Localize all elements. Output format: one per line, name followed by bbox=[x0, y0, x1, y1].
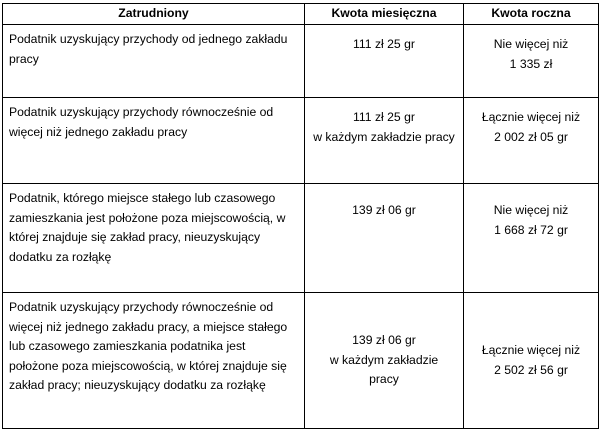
header-row bbox=[3, 4, 599, 25]
annual-qualifier: Nie więcej niż bbox=[493, 37, 569, 51]
annual-value: 2 502 zł 56 gr bbox=[494, 362, 568, 377]
header-employee: Zatrudniony bbox=[3, 4, 305, 25]
annual-cell bbox=[464, 293, 599, 429]
annual-cell bbox=[464, 25, 599, 98]
monthly-note: w każdym zakładzie bbox=[329, 352, 439, 367]
monthly-cell bbox=[305, 25, 464, 98]
monthly-value: 139 zł 06 gr bbox=[352, 333, 416, 348]
table-row bbox=[3, 184, 599, 293]
employee-cell: Podatnik uzyskujący przychody od jednego zakładu pracy bbox=[3, 25, 305, 98]
tax-cost-table bbox=[2, 3, 599, 429]
annual-cell bbox=[464, 98, 599, 184]
monthly-cell bbox=[305, 184, 464, 293]
employee-cell: Podatnik, którego miejsce stałego lub czasowego zamieszkania jest położone poza miejscowością, w której znajduje się zakład pracy, nieuzyskujący dodatku za rozłąkę bbox=[3, 184, 305, 293]
table-row bbox=[3, 25, 599, 98]
monthly-value: 111 zł 25 gr bbox=[353, 37, 415, 51]
annual-value: 1 668 zł 72 gr bbox=[494, 222, 568, 237]
header-annual-amount: Kwota roczna bbox=[464, 4, 599, 25]
table-row bbox=[3, 98, 599, 184]
monthly-value: 111 zł 25 gr bbox=[353, 110, 415, 124]
annual-cell bbox=[464, 184, 599, 293]
annual-value: 2 002 zł 05 gr bbox=[494, 129, 568, 144]
employee-cell: Podatnik uzyskujący przychody równocześnie od więcej niż jednego zakładu pracy, a miejsce stałego lub czasowego zamieszkania podatnika jest położone poza miejscowością, w której znajduje się zakład pracy; nieuzyskujący dodatku za rozłąkę bbox=[3, 293, 305, 429]
monthly-note-cont: pracy bbox=[369, 372, 399, 387]
annual-qualifier: Łącznie więcej niż bbox=[481, 110, 581, 124]
employee-cell: Podatnik uzyskujący przychody równocześnie od więcej niż jednego zakładu pracy bbox=[3, 98, 305, 184]
monthly-value: 139 zł 06 gr bbox=[352, 203, 416, 217]
monthly-cell bbox=[305, 293, 464, 429]
annual-qualifier: Łącznie więcej niż bbox=[481, 343, 581, 357]
annual-value: 1 335 zł bbox=[509, 56, 553, 71]
monthly-note: w każdym zakładzie pracy bbox=[313, 129, 455, 144]
header-monthly-amount: Kwota miesięczna bbox=[305, 4, 464, 25]
table-row bbox=[3, 293, 599, 429]
annual-qualifier: Nie więcej niż bbox=[493, 203, 569, 217]
monthly-cell bbox=[305, 98, 464, 184]
